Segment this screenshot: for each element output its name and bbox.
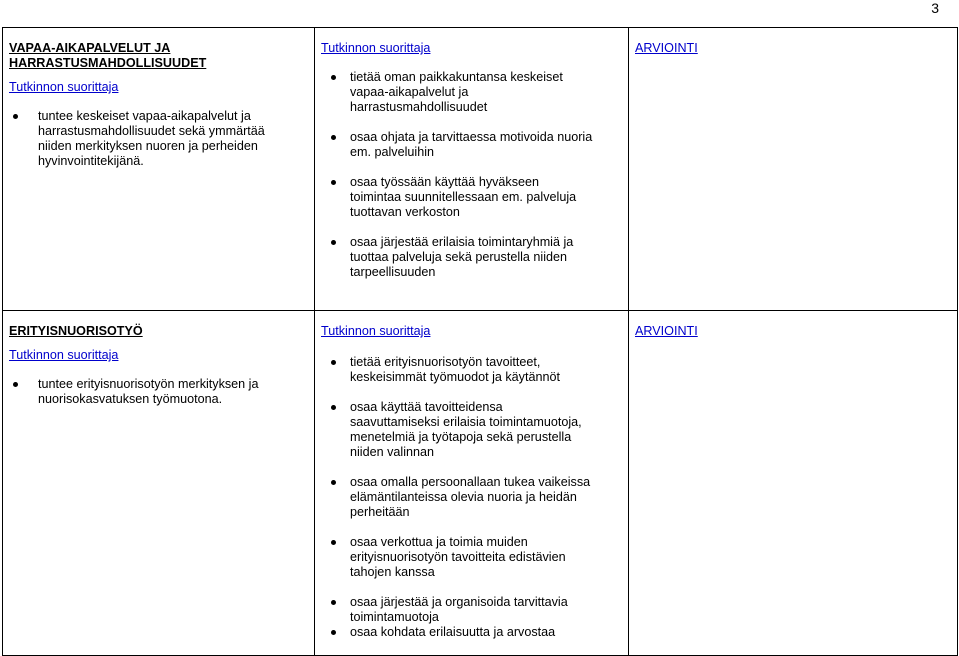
list-item: osaa verkottua ja toimia muiden erityisnuorisotyön tavoitteita edistävien tahojen kanssa (321, 535, 622, 580)
bullet-icon (13, 382, 18, 387)
table-row (3, 28, 958, 311)
list-item: osaa järjestää ja organisoida tarvittavia toimintamuotoja (321, 595, 622, 625)
assessment-cell (629, 311, 958, 656)
bullet-icon (331, 630, 336, 635)
assessment-heading: ARVIOINTI (635, 324, 698, 338)
topic-subheading: Tutkinnon suorittaja (9, 80, 119, 94)
list-item: osaa ohjata ja tarvittaessa motivoida nuoria em. palveluihin (321, 130, 622, 160)
criteria-cell (315, 28, 629, 311)
topic-bullets (9, 109, 308, 169)
list-item: tietää oman paikkakuntansa keskeiset vapaa-aikapalvelut ja harrastusmahdollisuudet (321, 70, 622, 115)
bullet-icon (331, 75, 336, 80)
topic-title: ERITYISNUORISOTYÖ (9, 324, 143, 338)
bullet-icon (331, 135, 336, 140)
bullet-icon (331, 540, 336, 545)
list-item: osaa järjestää erilaisia toimintaryhmiä ja tuottaa palveluja sekä perustella niiden tarpeellisuuden (321, 235, 622, 280)
bullet-icon (13, 114, 18, 119)
topic-title: VAPAA-AIKAPALVELUT JA HARRASTUSMAHDOLLISUUDET (9, 41, 207, 70)
topic-bullets (9, 377, 308, 407)
bullet-icon (331, 600, 336, 605)
list-item: osaa kohdata erilaisuutta ja arvostaa (321, 625, 622, 640)
list-item: tuntee keskeiset vapaa-aikapalvelut ja harrastusmahdollisuudet sekä ymmärtää niiden merkityksen nuoren ja perheiden hyvinvointitekijänä. (9, 109, 308, 169)
bullet-icon (331, 240, 336, 245)
list-item: osaa työssään käyttää hyväkseen toimintaa suunnitellessaan em. palveluja tuottavan verkoston (321, 175, 622, 220)
assessment-cell (629, 28, 958, 311)
topic-cell (3, 28, 315, 311)
bullet-icon (331, 480, 336, 485)
criteria-heading: Tutkinnon suorittaja (321, 324, 431, 338)
criteria-bullets (321, 70, 622, 280)
page-number: 3 (931, 0, 939, 16)
bullet-icon (331, 360, 336, 365)
topic-cell (3, 311, 315, 656)
bullet-icon (331, 405, 336, 410)
table-row (3, 311, 958, 656)
list-item: osaa käyttää tavoitteidensa saavuttamiseksi erilaisia toimintamuotoja, menetelmiä ja työtapoja sekä perustella niiden valinnan (321, 400, 622, 460)
list-item: osaa omalla persoonallaan tukea vaikeissa elämäntilanteissa olevia nuoria ja heidän perheitään (321, 475, 622, 520)
list-item: tietää erityisnuorisotyön tavoitteet, keskeisimmät työmuodot ja käytännöt (321, 355, 622, 385)
criteria-bullets (321, 355, 622, 640)
topic-subheading: Tutkinnon suorittaja (9, 348, 119, 362)
criteria-cell (315, 311, 629, 656)
bullet-icon (331, 180, 336, 185)
criteria-heading: Tutkinnon suorittaja (321, 41, 431, 55)
curriculum-table (2, 27, 958, 656)
list-item: tuntee erityisnuorisotyön merkityksen ja nuorisokasvatuksen työmuotona. (9, 377, 308, 407)
assessment-heading: ARVIOINTI (635, 41, 698, 55)
